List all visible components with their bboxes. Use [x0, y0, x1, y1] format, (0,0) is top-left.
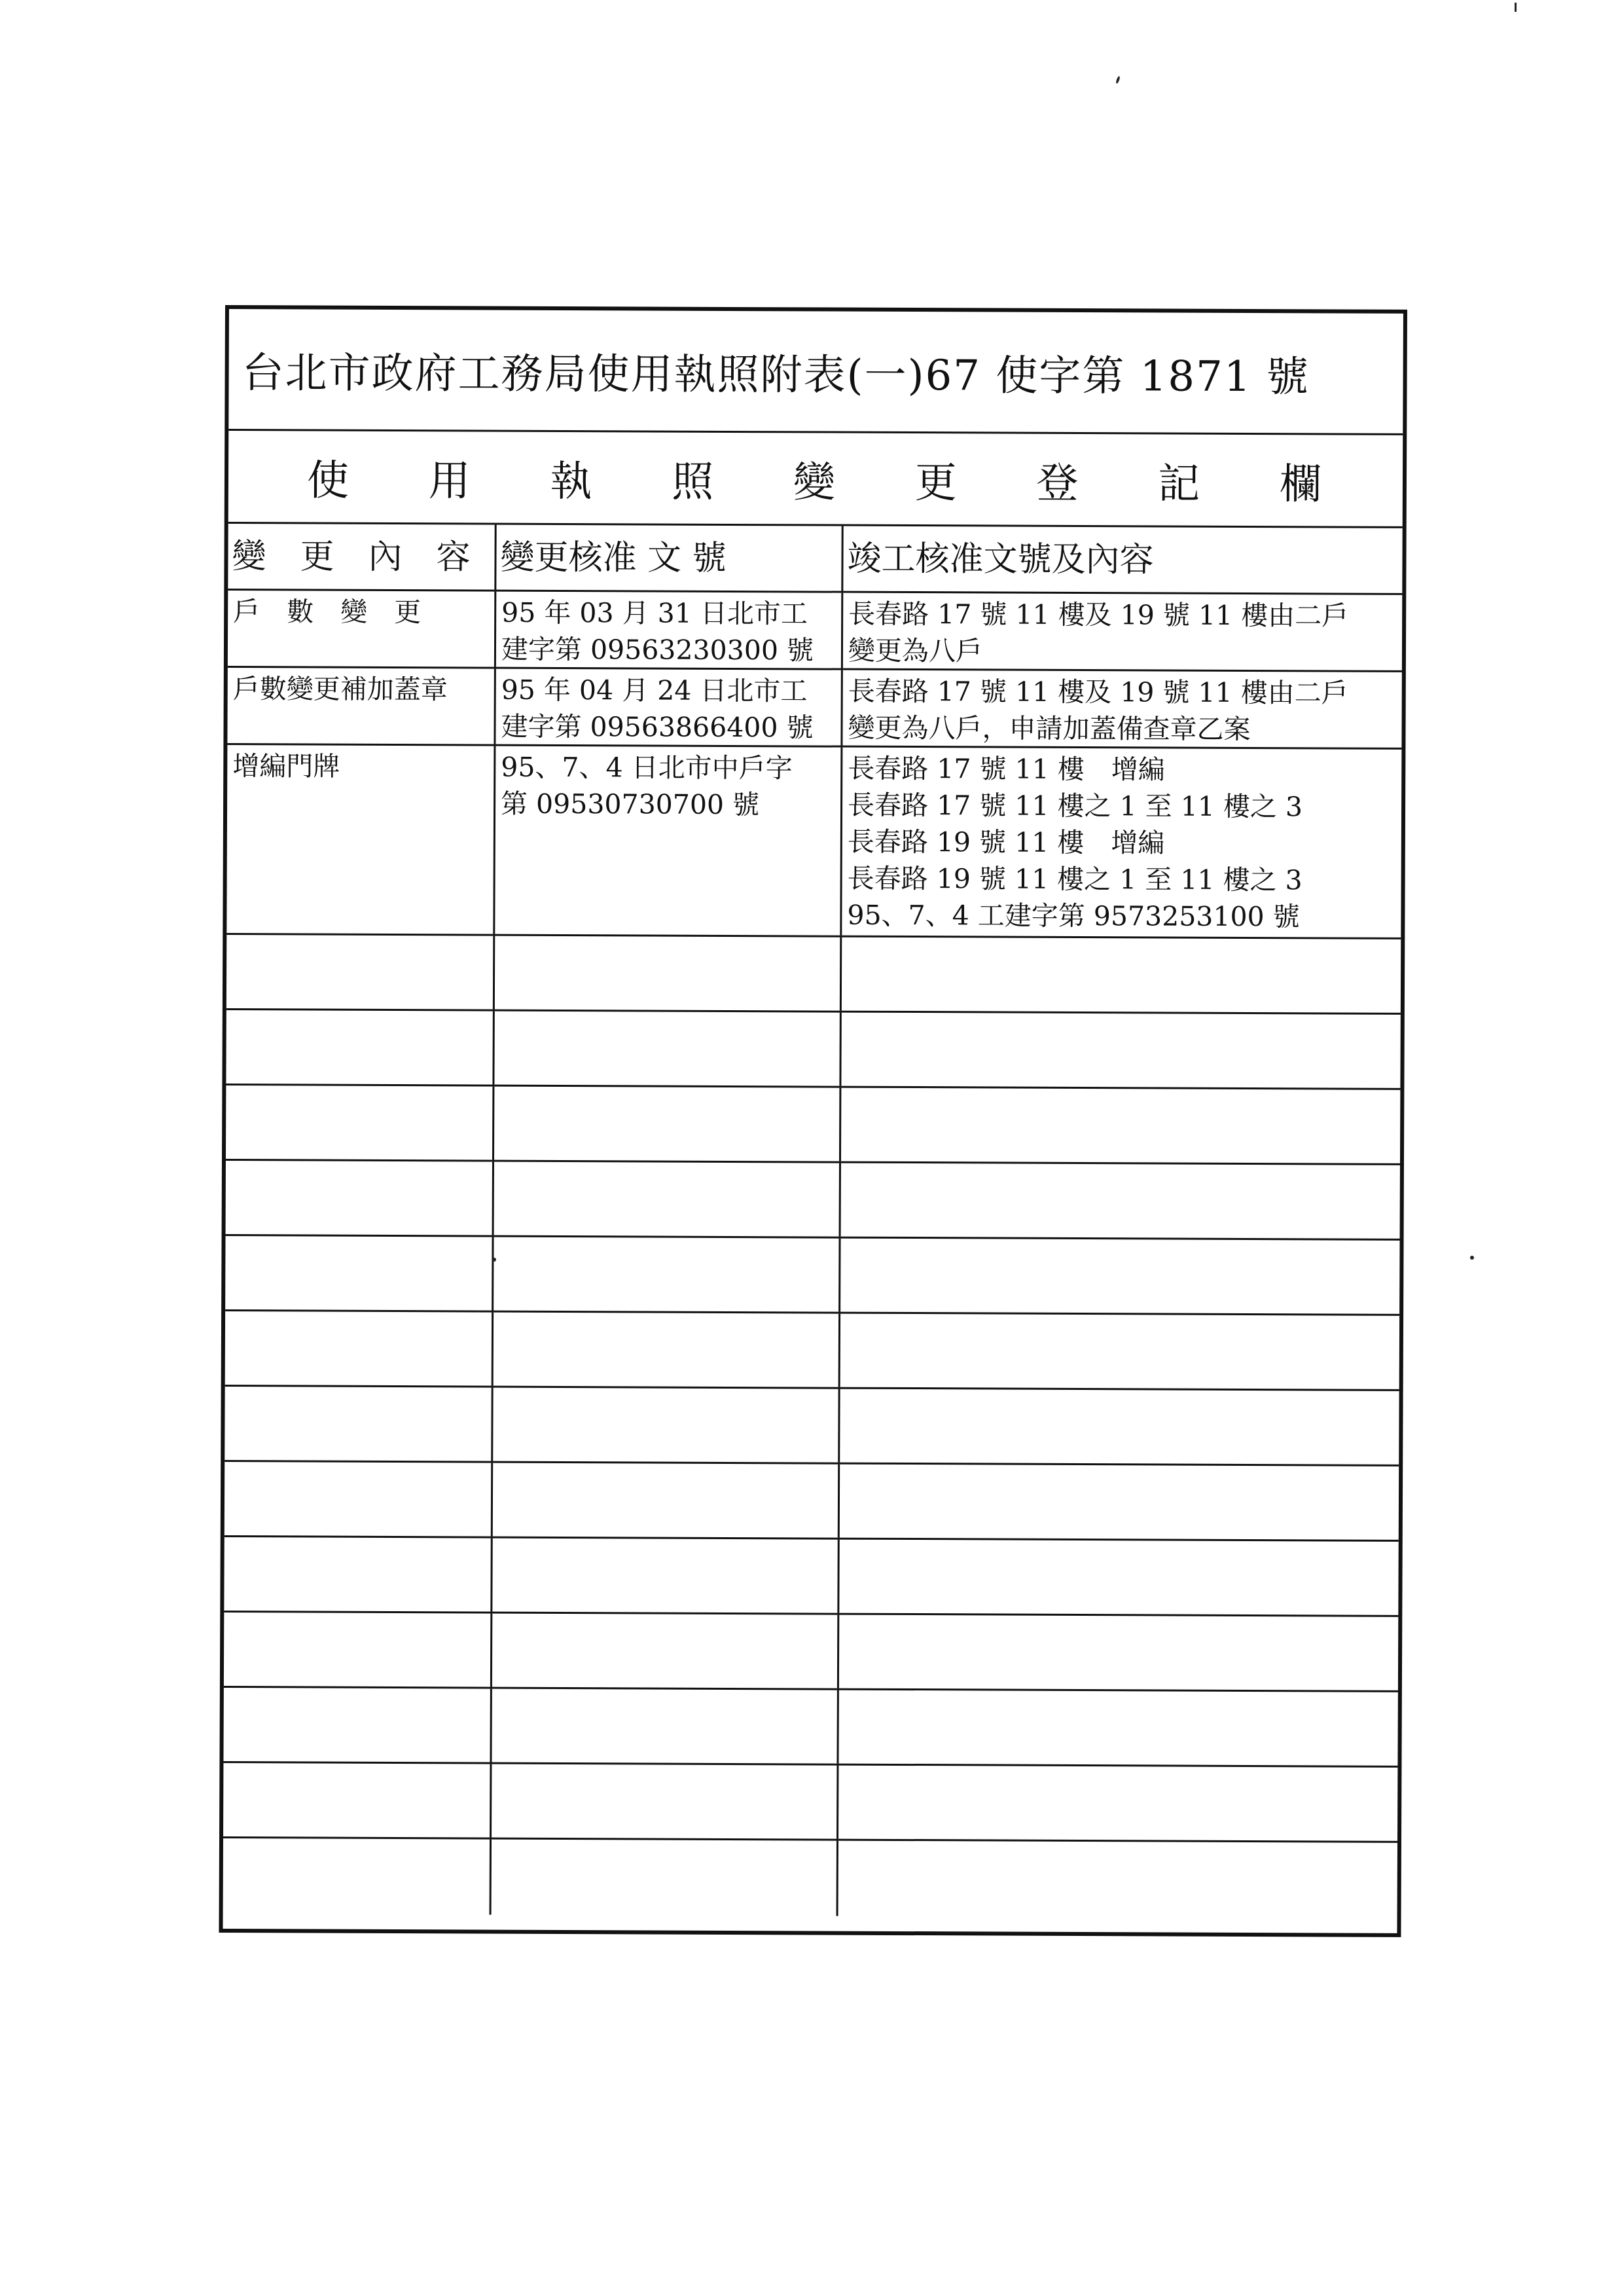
- scan-speck: [1470, 1256, 1474, 1260]
- approval-line: 95、7、4 日北市中戶字: [501, 751, 793, 784]
- empty-table-row: [225, 1236, 1399, 1316]
- change-text: 戶 數 變 更: [233, 596, 422, 629]
- scan-speck: [1515, 3, 1517, 12]
- empty-cell: [226, 1085, 494, 1160]
- empty-cell: [838, 1690, 1397, 1766]
- empty-cell: [841, 1013, 1400, 1088]
- empty-cell: [226, 935, 495, 1010]
- table-row: [228, 591, 1402, 672]
- empty-cell: [841, 1088, 1400, 1163]
- empty-cell: [226, 1010, 494, 1085]
- empty-cell: [842, 938, 1401, 1013]
- subtitle-char: 變: [793, 458, 836, 507]
- approval-cell: [495, 746, 842, 936]
- empty-cell: [495, 936, 842, 1011]
- document-frame: [219, 305, 1407, 1937]
- scan-speck: [1115, 76, 1121, 84]
- empty-rows: [223, 935, 1401, 1918]
- empty-cell: [223, 1763, 492, 1838]
- empty-cell: [494, 1087, 841, 1161]
- empty-cell: [494, 1237, 840, 1312]
- completion-line: 長春路 17 號 11 樓之 1 至 11 樓之 3: [847, 789, 1303, 823]
- scan-speck: [492, 1258, 496, 1262]
- change-text: 戶數變更補加蓋章: [232, 673, 448, 706]
- empty-table-row: [224, 1613, 1398, 1692]
- approval-line: 95 年 04 月 24 日北市工: [501, 674, 808, 707]
- empty-cell: [224, 1613, 492, 1687]
- column-header-completion: 竣工核准文號及內容: [847, 539, 1154, 579]
- change-text: 增編門牌: [232, 750, 340, 782]
- change-cell: [226, 745, 495, 934]
- empty-cell: [223, 1838, 492, 1915]
- empty-table-row: [223, 1838, 1397, 1918]
- empty-cell: [225, 1236, 494, 1311]
- document-title: 台北市政府工務局使用執照附表(一)67 使字第 1871 號: [242, 348, 1310, 401]
- empty-table-row: [225, 1311, 1399, 1391]
- table-header-row: [228, 524, 1402, 595]
- empty-cell: [838, 1766, 1397, 1841]
- empty-table-row: [226, 1010, 1400, 1090]
- empty-cell: [839, 1540, 1398, 1615]
- subtitle-char: 登: [1036, 459, 1079, 508]
- completion-cell: [842, 670, 1401, 748]
- empty-table-row: [226, 1085, 1400, 1165]
- completion-line: 長春路 17 號 11 樓及 19 號 11 樓由二戶: [848, 598, 1349, 632]
- completion-line: 變更為八戶: [848, 634, 983, 667]
- title-row: [228, 309, 1403, 435]
- approval-cell: [496, 592, 843, 668]
- register-table: [223, 524, 1403, 1918]
- table-row: [226, 745, 1401, 939]
- empty-cell: [494, 1011, 841, 1086]
- column-header-approval: 變更核准 文 號: [496, 525, 843, 591]
- empty-table-row: [226, 1161, 1400, 1241]
- empty-table-row: [223, 1688, 1397, 1768]
- completion-line: 長春路 17 號 11 樓及 19 號 11 樓由二戶: [848, 675, 1348, 709]
- empty-cell: [840, 1239, 1399, 1314]
- empty-cell: [494, 1313, 840, 1387]
- empty-table-row: [225, 1462, 1399, 1542]
- approval-cell: [495, 669, 842, 746]
- change-cell: [228, 591, 496, 667]
- subtitle-row: [228, 431, 1403, 528]
- subtitle-char: 照: [672, 458, 714, 507]
- empty-table-row: [223, 1763, 1397, 1843]
- empty-cell: [840, 1314, 1399, 1389]
- subtitle-char: 欄: [1279, 460, 1322, 509]
- table-row: [227, 668, 1401, 750]
- approval-line: 建字第 09563866400 號: [501, 710, 814, 744]
- empty-cell: [840, 1465, 1399, 1540]
- empty-table-row: [224, 1537, 1398, 1617]
- empty-table-row: [226, 935, 1401, 1015]
- approval-line: 95 年 03 月 31 日北市工: [501, 596, 808, 630]
- empty-cell: [492, 1840, 838, 1916]
- empty-cell: [225, 1462, 493, 1537]
- subtitle-char: 執: [550, 457, 592, 506]
- subtitle-char: 用: [428, 456, 471, 505]
- empty-cell: [839, 1615, 1398, 1690]
- empty-cell: [226, 1161, 494, 1235]
- empty-cell: [492, 1764, 838, 1839]
- completion-line: 長春路 17 號 11 樓 增編: [848, 752, 1165, 786]
- empty-cell: [225, 1387, 493, 1461]
- approval-line: 建字第 09563230300 號: [501, 633, 814, 666]
- completion-cell: [842, 748, 1401, 938]
- approval-line: 第 09530730700 號: [500, 788, 760, 821]
- empty-cell: [840, 1389, 1399, 1465]
- empty-table-row: [225, 1387, 1399, 1467]
- empty-cell: [838, 1841, 1397, 1918]
- completion-line: 長春路 19 號 11 樓 增編: [847, 826, 1165, 859]
- empty-cell: [223, 1688, 492, 1762]
- empty-cell: [492, 1689, 838, 1764]
- empty-cell: [493, 1388, 840, 1463]
- change-cell: [227, 668, 495, 744]
- completion-line: 變更為八戶，申請加蓋備查章乙案: [848, 712, 1251, 746]
- completion-cell: [843, 593, 1402, 670]
- empty-cell: [492, 1614, 839, 1688]
- column-header-change: 變 更 內 容: [228, 524, 496, 590]
- empty-cell: [492, 1539, 839, 1613]
- completion-line: 長春路 19 號 11 樓之 1 至 11 樓之 3: [847, 862, 1303, 896]
- completion-line: 95、7、4 工建字第 9573253100 號: [847, 899, 1300, 933]
- empty-cell: [494, 1162, 841, 1237]
- empty-cell: [225, 1311, 494, 1386]
- subtitle-char: 使: [306, 456, 350, 505]
- empty-cell: [841, 1163, 1400, 1239]
- empty-cell: [224, 1537, 492, 1612]
- subtitle-char: 記: [1158, 459, 1200, 509]
- subtitle-char: 更: [914, 458, 957, 507]
- empty-cell: [493, 1463, 840, 1538]
